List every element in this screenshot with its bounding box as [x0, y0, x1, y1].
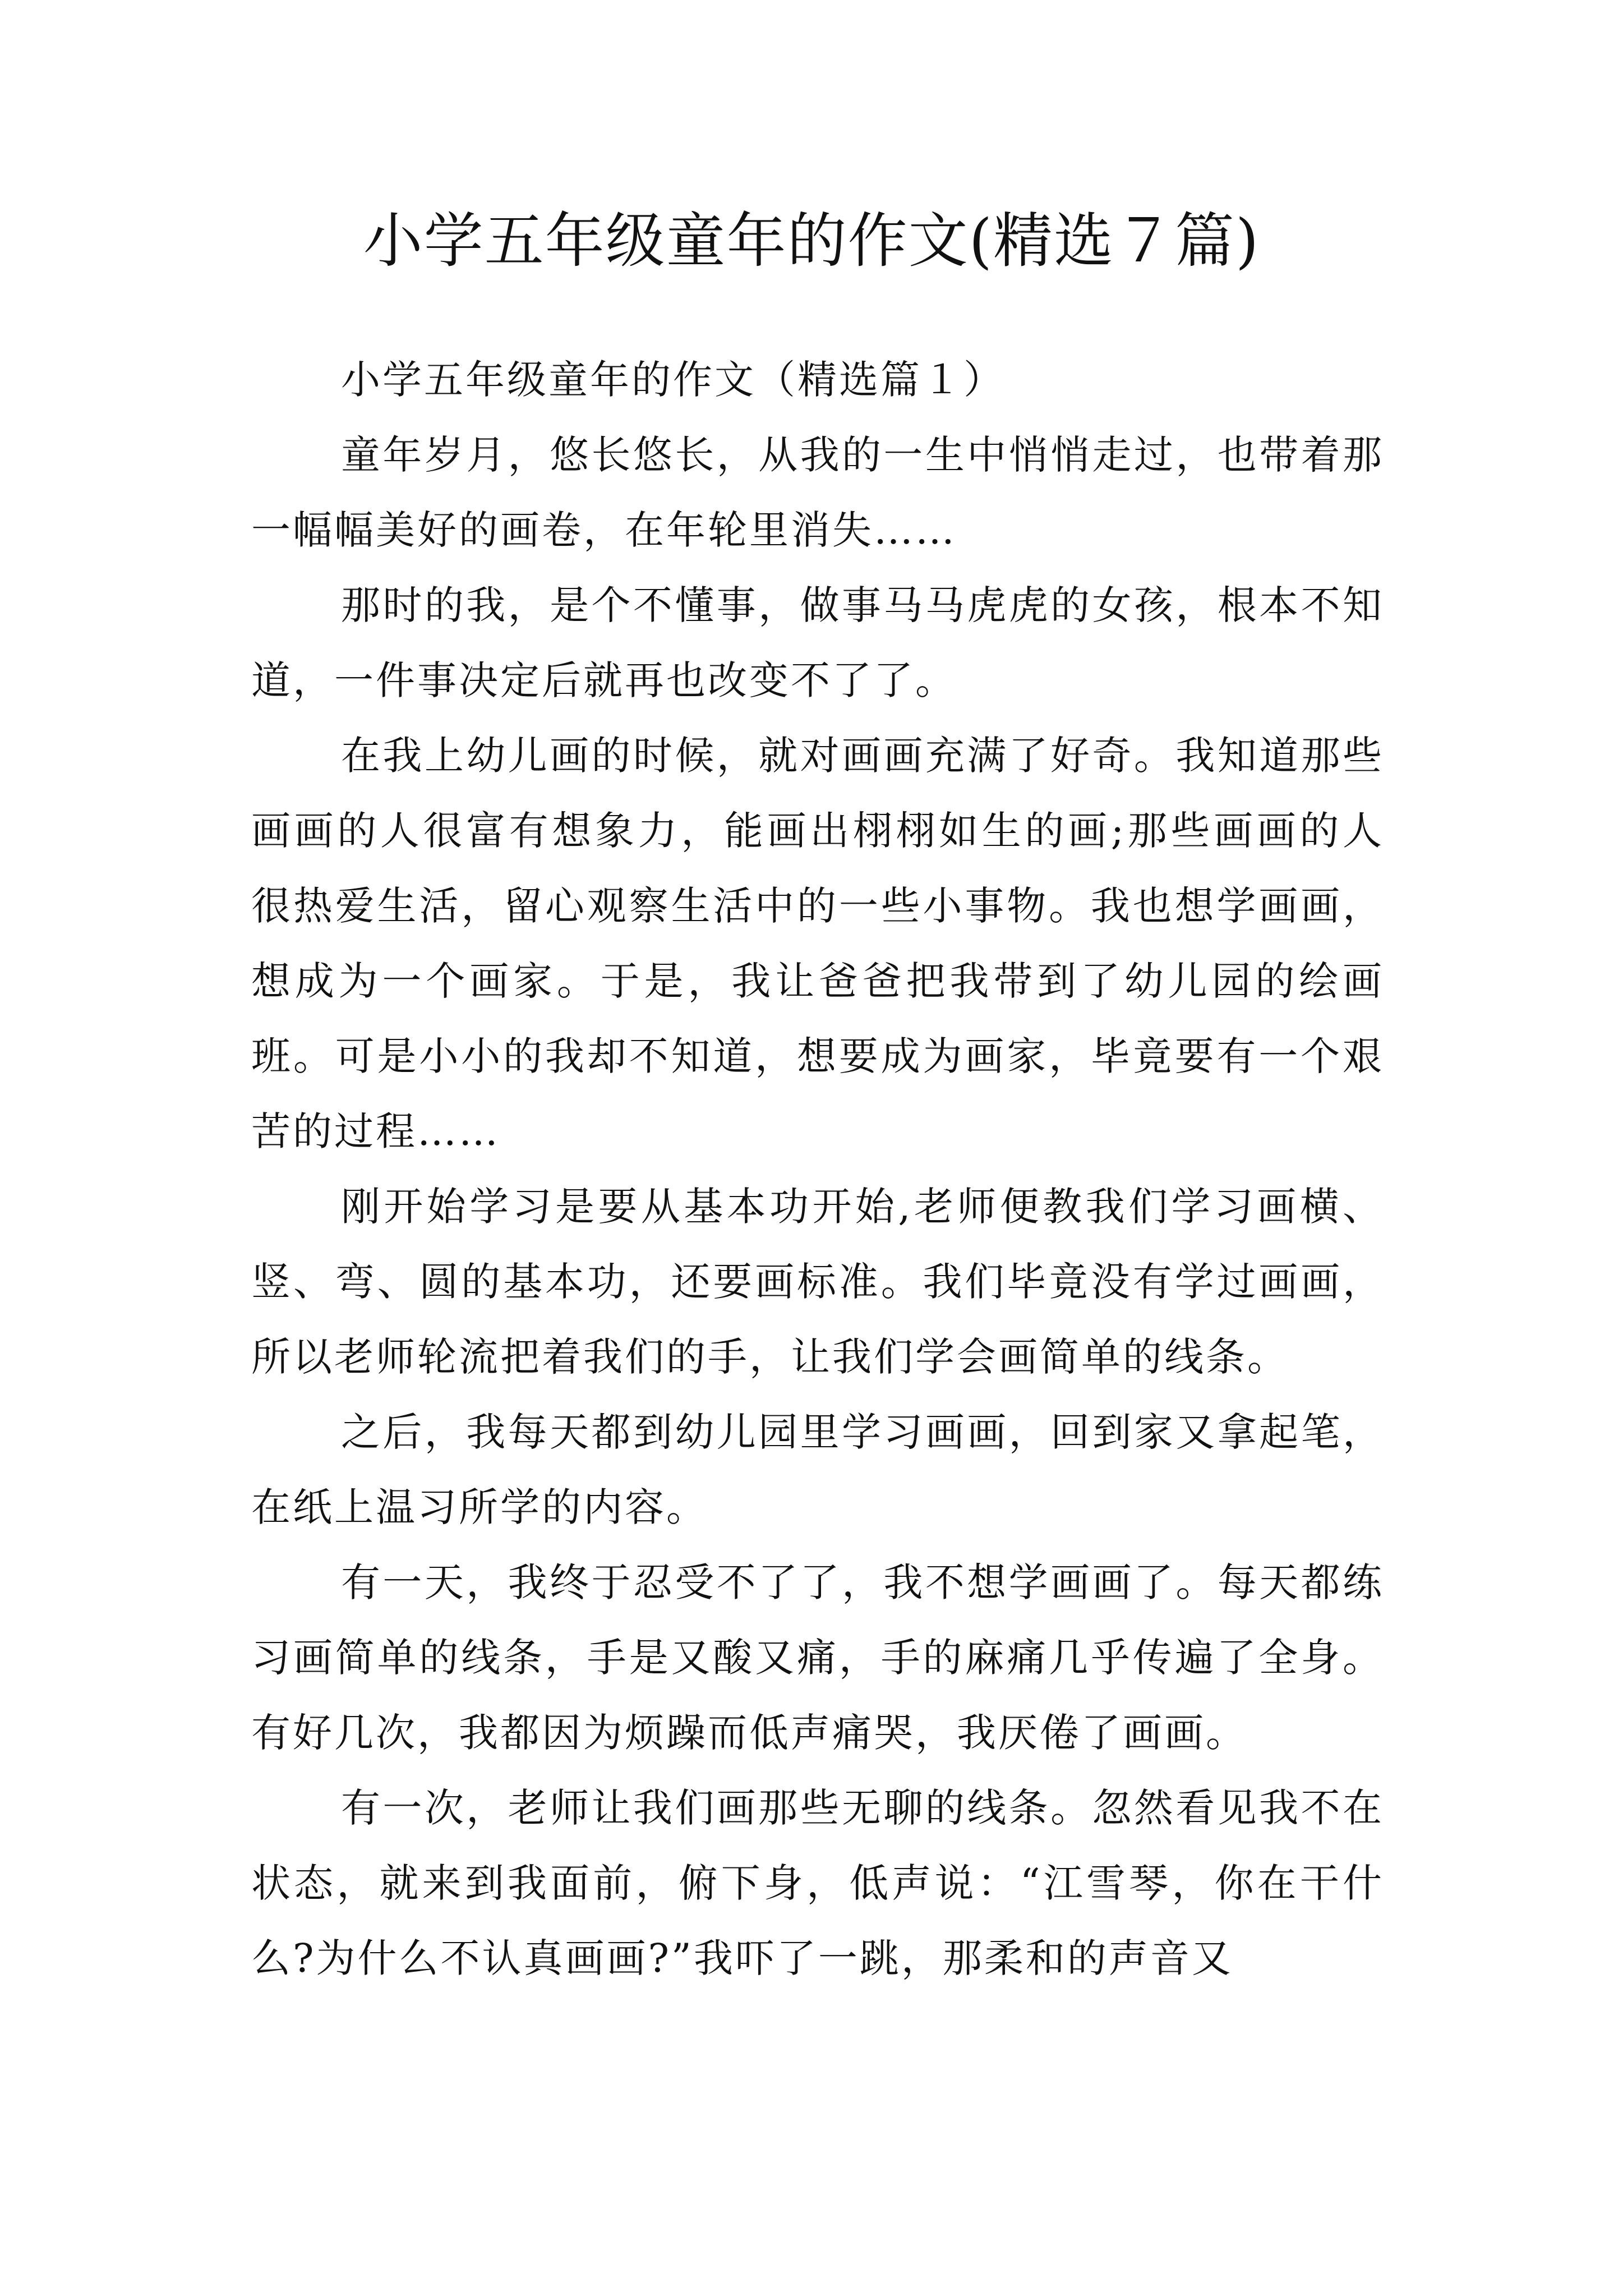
paragraph-section-heading: 小学五年级童年的作文（精选篇１）	[341, 357, 1005, 403]
document-title: 小学五年级童年的作文(精选７篇)	[363, 206, 1260, 275]
paragraph: 有一次，老师让我们画那些无聊的线条。忽然看见我不在状态，就来到我面前，俯下身，低声说：“江雪琴，你在干什么?为什么不认真画画?”我吓了一跳，那柔和的声音又	[251, 1785, 1384, 1981]
paragraph: 童年岁月，悠长悠长，从我的一生中悄悄走过，也带着那一幅幅美好的画卷，在年轮里消失……	[251, 432, 1384, 553]
paragraph: 刚开始学习是要从基本功开始,老师便教我们学习画横、竖、弯、圆的基本功，还要画标准。我们毕竟没有学过画画，所以老师轮流把着我们的手，让我们学会画简单的线条。	[251, 1184, 1384, 1380]
paragraph: 有一天，我终于忍受不了了，我不想学画画了。每天都练习画简单的线条，手是又酸又痛，手的麻痛几乎传遍了全身。有好几次，我都因为烦躁而低声痛哭，我厌倦了画画。	[251, 1559, 1384, 1756]
document-body	[251, 342, 1384, 1996]
paragraph: 之后，我每天都到幼儿园里学习画画，回到家又拿起笔，在纸上温习所学的内容。	[251, 1409, 1384, 1530]
paragraph: 那时的我，是个不懂事，做事马马虎虎的女孩，根本不知道，一件事决定后就再也改变不了了。	[251, 582, 1384, 703]
paragraph: 在我上幼儿画的时候，就对画画充满了好奇。我知道那些画画的人很富有想象力，能画出栩栩如生的画;那些画画的人很热爱生活，留心观察生活中的一些小事物。我也想学画画，想成为一个画家。于是，我让爸爸把我带到了幼儿园的绘画班。可是小小的我却不知道，想要成为画家，毕竟要有一个艰苦的过程……	[251, 733, 1384, 1154]
